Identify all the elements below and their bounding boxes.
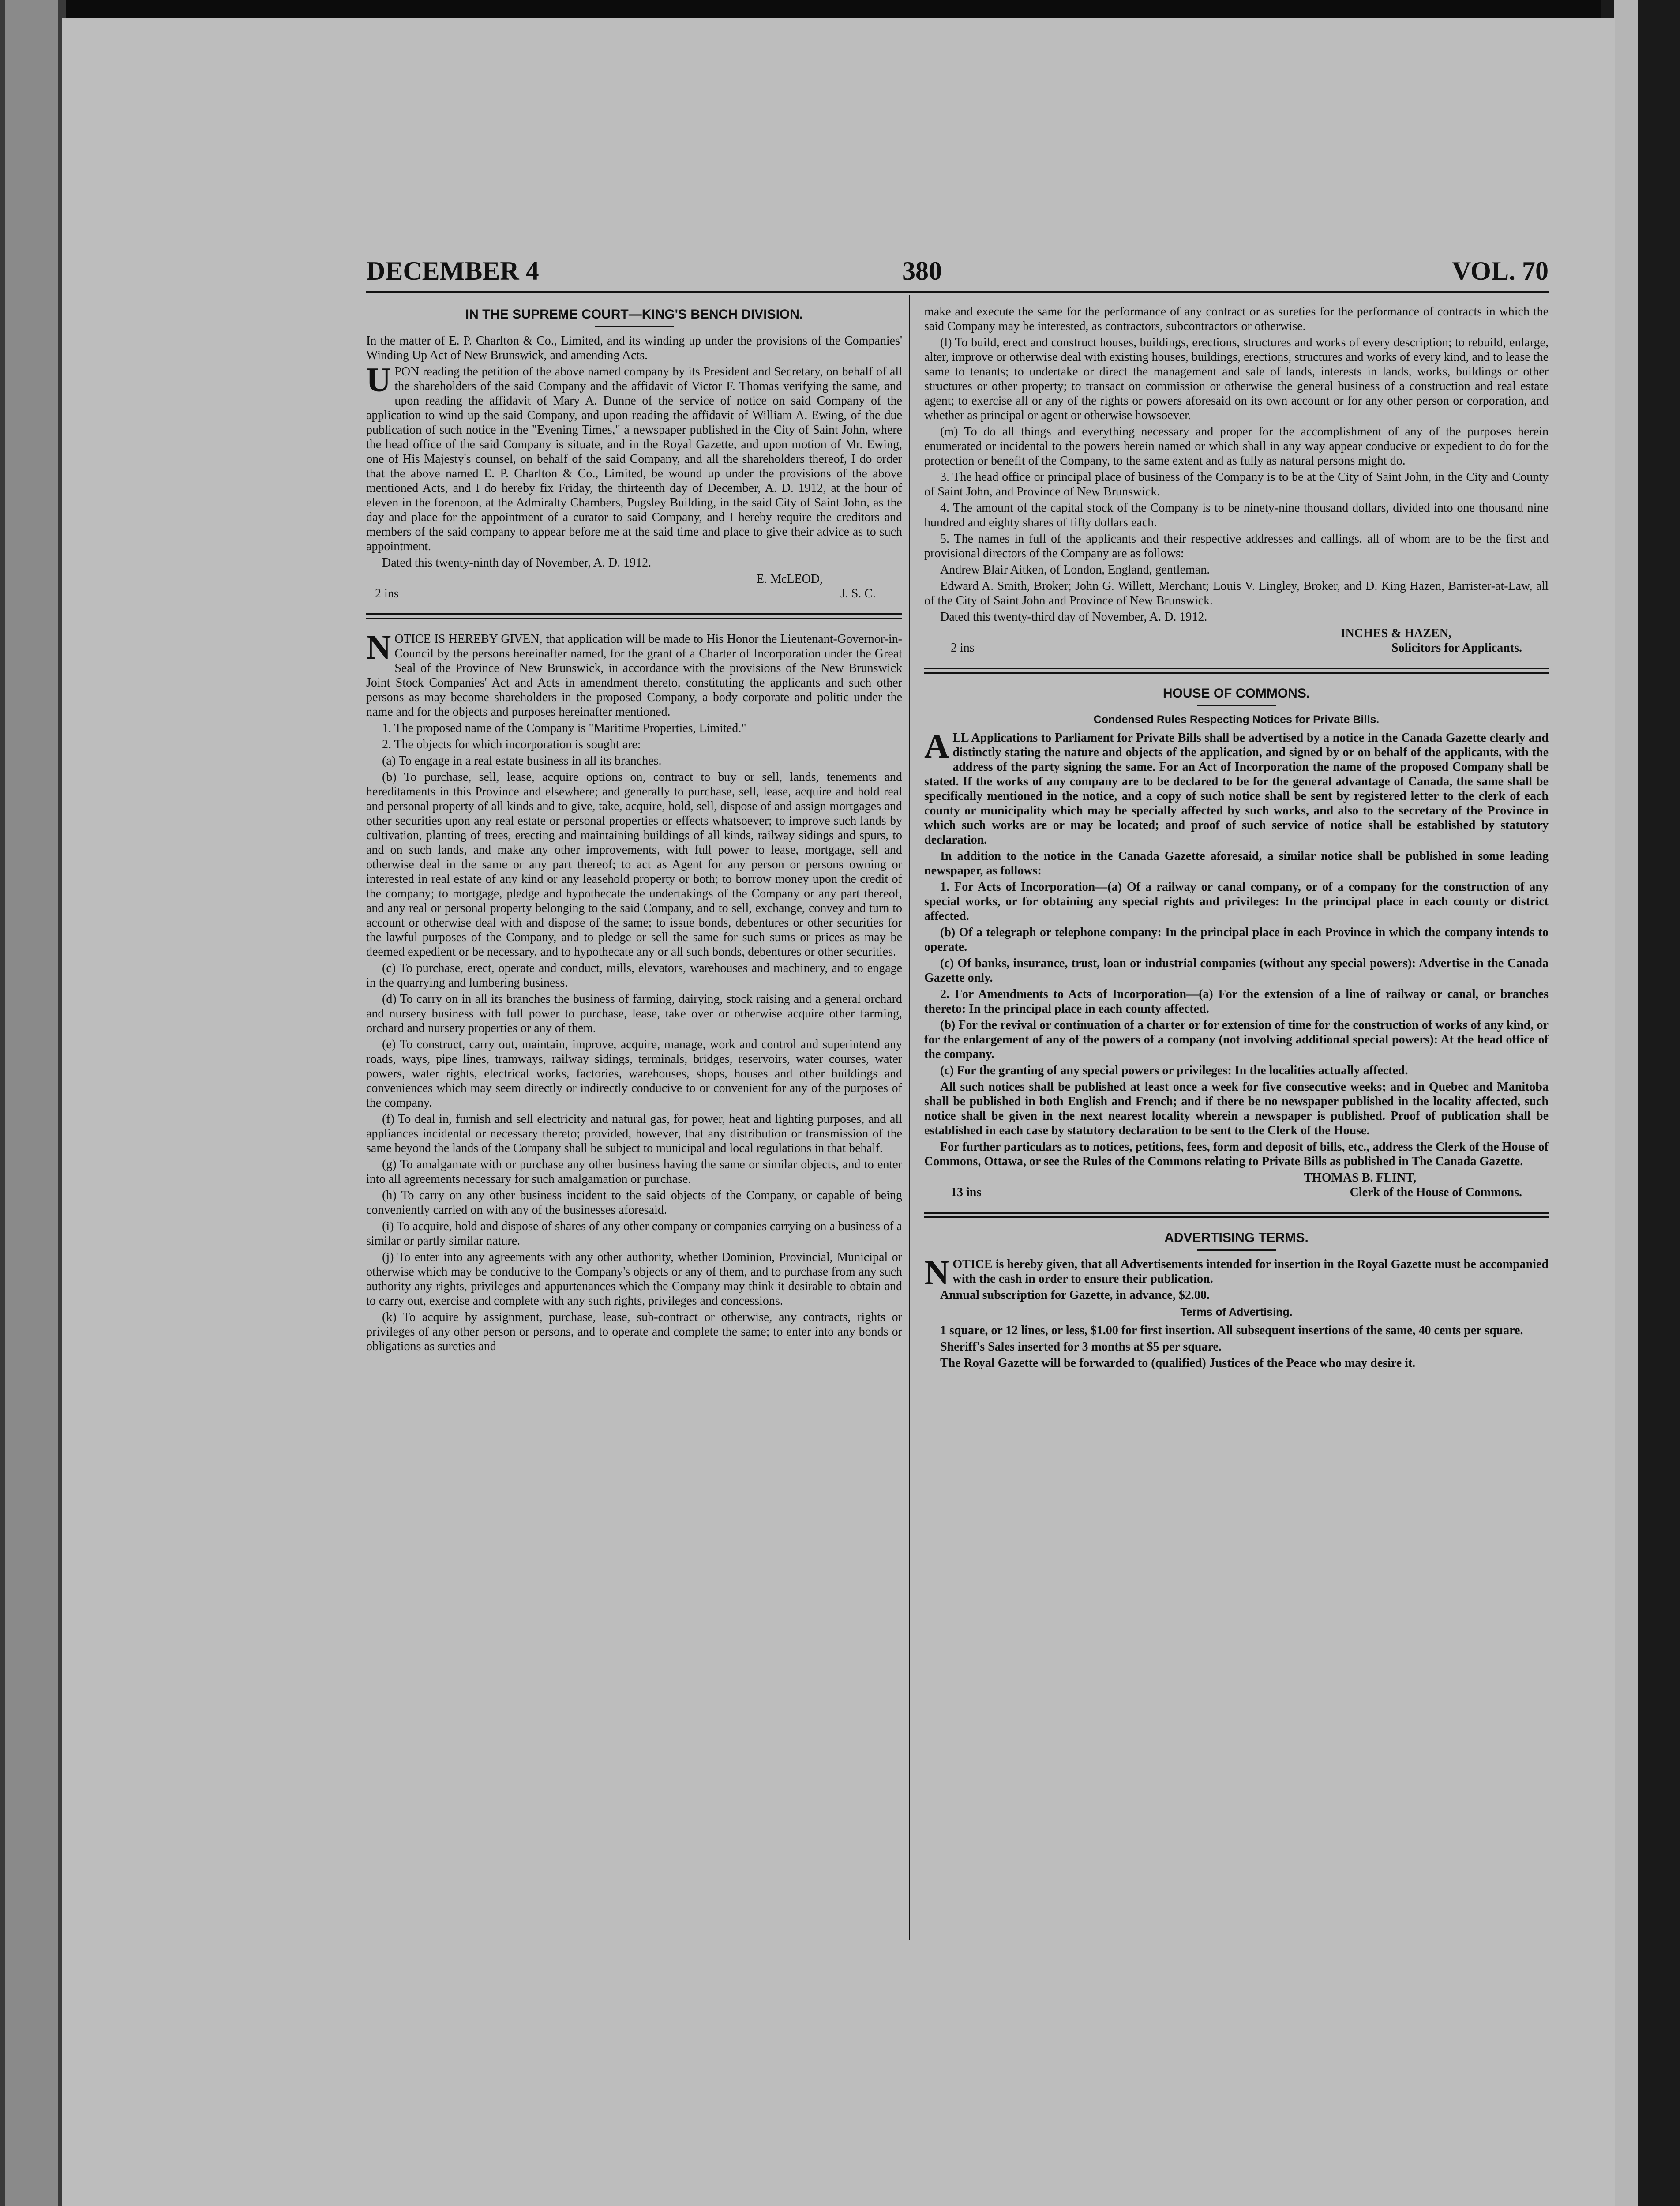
commons-intro [924,727,1549,847]
commons-paragraph: In addition to the notice in the Canada Gazette aforesaid, a similar notice shall be published in some leading newspaper, as follows: [924,849,1549,878]
notice-paragraph: (i) To acquire, hold and dispose of shares of any other company or companies carrying on a business of a similar or partly similar nature. [366,1219,902,1248]
column-divider [909,295,910,1940]
notice-intro-text: OTICE IS HEREBY GIVEN, that application will be made to His Honor the Lieutenant-Governor-in-Council by the persons hereinafter named, for the grant of a Charter of Incorporation under the Great Seal of the Province of New Brunswick, in accordance with the provisions of the New Brunswick Joint Stock Companies' Act and Acts in amendment thereto, constituting the applicants and such other persons as may become shareholders in the proposed Company, a body corporate and politic under the name and for the objects and purposes hereinafter mentioned. [366,632,902,719]
continued-paragraph: (l) To build, erect and construct houses, buildings, erections, structures and works of every description; to rebuild, enlarge, alter, improve or otherwise deal with existing houses, buildings, erections, structures and works of every kind, and to lease the same to tenants; to undertake or direct the management and sale of lands, interests in lands, works, buildings or other structures or other property; to transact on commission or otherwise the general business of a construction and real estate agent; to exercise all or any of the rights or powers aforesaid on its own account or for any other person or corporation, and whether as principal or agent or otherwise howsoever. [924,336,1549,422]
court-matter: In the matter of E. P. Charlton & Co., Limited, and its winding up under the provisions of the Companies' Winding Up Act of New Brunswick, and amending Acts. [366,334,902,362]
commons-paragraph: (b) Of a telegraph or telephone company: In the principal place in each Province in which the company intends to operate. [924,926,1549,954]
advertising-heading: ADVERTISING TERMS. [1164,1231,1309,1245]
commons-paragraph: (b) For the revival or continuation of a charter or for extension of time for the construction of works of any kind, or for the enlargement of any of the powers of a company (not involving additional special powers): At the head office of the company. [924,1018,1549,1061]
notice-paragraph: (a) To engage in a real estate business in all its branches. [382,754,662,768]
notice-paragraph: (k) To acquire by assignment, purchase, lease, sub-contract or otherwise, any contracts, rights or privileges of any other person or persons, and to operate and complete the same; to enter into any bonds or obligations as sureties and [366,1310,902,1353]
court-judge: E. McLEOD, [756,572,823,586]
section-divider [924,668,1549,674]
notice-paragraph: (e) To construct, carry out, maintain, improve, acquire, manage, work and control and superintend any roads, ways, pipe lines, tramways, railway sidings, terminals, bridges, reservoirs, water courses, water powers, water rights, electrical works, factories, warehouses, shops, houses and other buildings and conveniences which may seem directly or indirectly conducive to or convenient for any of the purposes of the company. [366,1038,902,1110]
commons-intro-text: LL Applications to Parliament for Private Bills shall be advertised by a notice in the Canada Gazette clearly and distinctly stating the nature and objects of the application, and signed by or on behalf of the applicants, with the address of the party signing the same. For an Act of Incorporation the name of the proposed Company shall be stated. If the works of any company are to be declared to be for the general advantage of Canada, the same shall be specifically mentioned in the notice, and a copy of such notice shall be sent by registered letter to the clerk of each county or municipality which may be specially affected by such works, and also to the secretary of the Province in which such works are or may be located; and proof of such service of notice shall be established by statutory declaration. [924,731,1549,847]
continued-paragraph: (m) To do all things and everything necessary and proper for the accomplishment of any of the purposes herein enumerated or incidental to the powers herein named or which shall in any way appear conducive or expedient to do for the protection or benefit of the Company, to the same extent and as fully as natural persons might do. [924,425,1549,468]
continued-paragraph: 4. The amount of the capital stock of the Company is to be ninety-nine thousand dollars, divided into one thousand nine hundred and eighty shares of fifty dollars each. [924,501,1549,529]
notice-firm: INCHES & HAZEN, [1340,627,1451,640]
continued-paragraph: 3. The head office or principal place of business of the Company is to be at the City of Saint John, in the City and County of Saint John, and Province of New Brunswick. [924,470,1549,499]
commons-heading: HOUSE OF COMMONS. [1162,686,1310,701]
continued-paragraph: make and execute the same for the performance of any contract or as sureties for the performance of contracts in which the said Company may be interested, as contractors, subcontractors or otherwise. [924,305,1549,333]
header-rule [366,291,1549,293]
notice-paragraph: (d) To carry on in all its branches the business of farming, dairying, stock raising and a general orchard and nursery business with full power to purchase, lease, take over or otherwise acquire other farming, orchard and nursery properties or any of them. [366,992,902,1035]
continued-paragraph: 5. The names in full of the applicants and their respective addresses and callings, all of whom are to be the first and provisional directors of the Company are as follows: [924,532,1549,560]
notice-paragraph: (c) To purchase, erect, operate and conduct, mills, elevators, warehouses and machinery, and to engage in the quarrying and lumbering business. [366,961,902,990]
notice-paragraph: 2. The objects for which incorporation is sought are: [382,738,641,751]
header-volume: VOL. 70 [1452,256,1549,285]
commons-signer-title: Clerk of the House of Commons. [1350,1186,1522,1199]
short-rule [1197,705,1276,706]
court-ins: 2 ins [375,587,399,600]
advertising-dropcap: N [924,1253,949,1291]
advertising-intro [924,1253,1549,1291]
notice-paragraph: 1. The proposed name of the Company is "Maritime Properties, Limited." [382,721,746,735]
court-dropcap: U [366,360,391,399]
header-page-number: 380 [902,256,942,285]
continued-paragraph: Edward A. Smith, Broker; John G. Willett, Merchant; Louis V. Lingley, Broker, and D. King Hazen, Barrister-at-Law, all of the City of Saint John and Province of New Brunswick. [924,579,1549,608]
section-divider [924,1212,1549,1218]
left-column [366,304,902,1355]
commons-paragraph: 2. For Amendments to Acts of Incorporation—(a) For the extension of a line of railway or canal, or branches thereto: In the principal place in each county affected. [924,987,1549,1016]
commons-paragraph: 1. For Acts of Incorporation—(a) Of a railway or canal company, or of a company for the construction of any special works, or for obtaining any special rights and privileges: In the principal place in each county or district affected. [924,880,1549,923]
short-rule [1197,1249,1276,1251]
commons-ins: 13 ins [951,1186,982,1199]
section-divider [366,613,902,619]
header-date: DECEMBER 4 [366,256,539,285]
court-judge-title: J. S. C. [840,587,876,600]
short-rule [595,326,674,327]
commons-subheading: Condensed Rules Respecting Notices for Private Bills. [1093,713,1380,726]
notice-paragraph: (g) To amalgamate with or purchase any other business having the same or similar objects, and to enter into all agreements necessary for such amalgamation or purchase. [366,1158,902,1186]
court-order [366,360,902,554]
commons-paragraph: For further particulars as to notices, petitions, fees, form and deposit of bills, etc., address the Clerk of the House of Commons, Ottawa, or see the Rules of the Commons relating to Private Bills as published in The Canada Gazette. [924,1140,1549,1168]
commons-signer: THOMAS B. FLINT, [1304,1171,1416,1185]
commons-dropcap: A [924,727,949,765]
continued-paragraph: Andrew Blair Aitken, of London, England, gentleman. [940,563,1210,577]
scan-border-left [0,0,66,2206]
advertising-term: The Royal Gazette will be forwarded to (qualified) Justices of the Peace who may desire it. [940,1356,1416,1370]
notice-paragraph: (b) To purchase, sell, lease, acquire options on, contract to buy or sell, lands, tenements and hereditaments in this Province and elsewhere; and generally to purchase, sell, lease, acquire and hold real and personal property of all kinds and to give, take, acquire, hold, sell, dispose of and assign mortgages and other securities upon any real estate or personal properties or effects whatsoever; to improve such lands by cultivation, planting of trees, erecting and maintaining buildings of all kinds, railway sidings and spurs, to and on such lands, and make any other improvements, with full power to lease, mortgage, sell and otherwise deal in the same or any part thereof; to act as Agent for any person or persons owning or interested in real estate of any kind or any leasehold property or both; to borrow money upon the credit of the company; to mortgage, pledge and hypothecate the undertakings of the Company or any part thereof, and any real or personal property belonging to the said Company, and to sell, exchange, convey and turn to account or otherwise deal with and dispose of the same; to issue bonds, debentures or other securities for the lawful purposes of the Company, and to pledge or sell the same for such sums or prices as may be deemed expedient or be necessary, and to hypothecate any or all such bonds, debentures or other securities. [366,770,902,959]
advertising-intro-text: OTICE is hereby given, that all Advertisements intended for insertion in the Royal Gazette must be accompanied with the cash in order to ensure their publication. [952,1257,1549,1286]
right-column [924,304,1549,1372]
notice-intro [366,628,902,719]
advertising-terms-heading: Terms of Advertising. [1180,1306,1293,1318]
notice-paragraph: (j) To enter into any agreements with any other authority, whether Dominion, Provincial, Municipal or otherwise which may be conducive to the Company's objects or any of them, and to purchase from any such authority any rights, privileges and appurtenances which the Company may think it desirable to obtain and to carry out, exercise and complete with any such rights, privileges and concessions. [366,1250,902,1308]
court-sign-row [366,586,902,601]
commons-paragraph: (c) Of banks, insurance, trust, loan or industrial companies (without any special powers): Advertise in the Canada Gazette only. [924,957,1549,985]
notice-sign-row [924,641,1549,655]
advertising-term: 1 square, or 12 lines, or less, $1.00 for first insertion. All subsequent insertions of the same, 40 cents per square. [940,1324,1523,1337]
advertising-term: Sheriff's Sales inserted for 3 months at $5 per square. [940,1340,1222,1354]
notice-paragraph: (f) To deal in, furnish and sell electricity and natural gas, for power, heat and lighting purposes, and all appliances incidental or necessary thereto; provided, however, that any distribution or transmission of the same beyond the lands of the Company shall be subject to municipal and local regulations in that behalf. [366,1112,902,1155]
notice-ins: 2 ins [951,641,975,655]
court-heading: IN THE SUPREME COURT—KING'S BENCH DIVISION. [465,307,803,322]
notice-dated: Dated this twenty-third day of November, A. D. 1912. [940,610,1208,624]
notice-solicitors: Solicitors for Applicants. [1391,641,1522,655]
commons-sign-row [924,1185,1549,1200]
notice-paragraphs [366,721,902,1354]
court-body: PON reading the petition of the above named company by its President and Secretary, on behalf of all the shareholders of the said Company and the affidavit of Victor F. Thomas verifying the same, and upon reading the affidavit of Mary A. Dunne of the service of notice on said Company of the application to wind up the said Company, and upon reading the affidavit of William A. Ewing, of the due publication of such notice in the "Evening Times," a newspaper published in the City of Saint John, where the head office of the said Company is situate, and in the Royal Gazette, and upon motion of Mr. Ewing, one of His Majesty's counsel, on behalf of the said Company, and all the shareholders thereof, I do order that the above named E. P. Charlton & Co., Limited, be wound up under the provisions of the above mentioned Acts, and I do hereby fix Friday, the thirteenth day of December, A. D. 1912, at the hour of eleven in the forenoon, at the Admiralty Chambers, Pugsley Building, in the said City of Saint John, as the day and place for the appointment of a curator to said Company, and I hereby require the creditors and members of the said company to appear before me at the said time and place to give their advice as to such appointment. [366,365,902,553]
court-dated: Dated this twenty-ninth day of November, A. D. 1912. [382,556,652,570]
commons-paragraph: All such notices shall be published at least once a week for five consecutive weeks; and in Quebec and Manitoba shall be published in both English and French; and if there be no newspaper published in the locality affected, such notice shall be given in the next nearest locality wherein a newspaper is published. Proof of publication shall be established in each case by statutory declaration to be sent to the Clerk of the House. [924,1080,1549,1137]
advertising-subscription: Annual subscription for Gazette, in advance, $2.00. [940,1288,1210,1302]
notice-dropcap: N [366,628,391,666]
notice-paragraph: (h) To carry on any other business incident to the said objects of the Company, or capable of being conveniently carried on with any of the businesses aforesaid. [366,1189,902,1217]
commons-paragraph: (c) For the granting of any special powers or privileges: In the localities actually affected. [940,1064,1408,1077]
gazette-page [62,18,1615,2206]
